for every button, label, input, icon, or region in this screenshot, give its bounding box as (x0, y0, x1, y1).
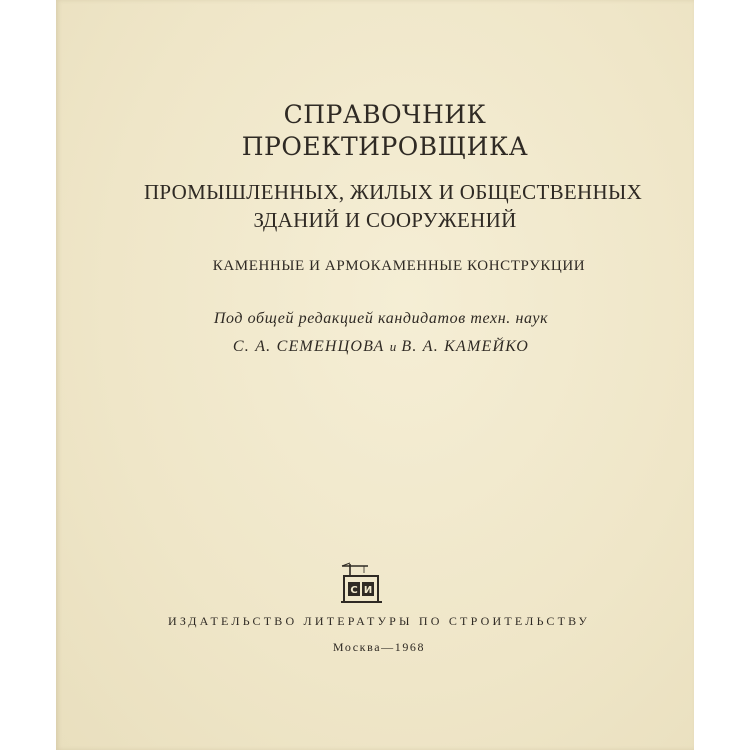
editor-1: С. А. СЕМЕНЦОВА (232, 338, 385, 355)
editor-2: В. А. КАМЕЙКО (401, 338, 530, 355)
title-page (56, 0, 694, 750)
title-line-1: СПРАВОЧНИК (283, 100, 487, 129)
editors-intro: Под общей редакцией кандидатов техн. наук (213, 310, 549, 327)
editors-conjunction: и (389, 339, 397, 354)
subtitle-line-1: ПРОМЫШЛЕННЫХ, ЖИЛЫХ И ОБЩЕСТВЕННЫХ (143, 180, 643, 204)
section-title: КАМЕННЫЕ И АРМОКАМЕННЫЕ КОНСТРУКЦИИ (212, 258, 586, 274)
editors-names (62, 338, 694, 356)
publisher-logo-icon (338, 561, 388, 605)
subtitle-line-2: ЗДАНИЙ И СООРУЖЕНИЙ (253, 208, 517, 232)
title-line-2: ПРОЕКТИРОВЩИКА (241, 132, 529, 161)
publisher-city-year: Москва—1968 (332, 640, 426, 654)
logo-letter-1: С (350, 585, 358, 596)
logo-letter-2: И (363, 585, 373, 596)
publisher-name: ИЗДАТЕЛЬСТВО ЛИТЕРАТУРЫ ПО СТРОИТЕЛЬСТВУ (167, 614, 591, 628)
